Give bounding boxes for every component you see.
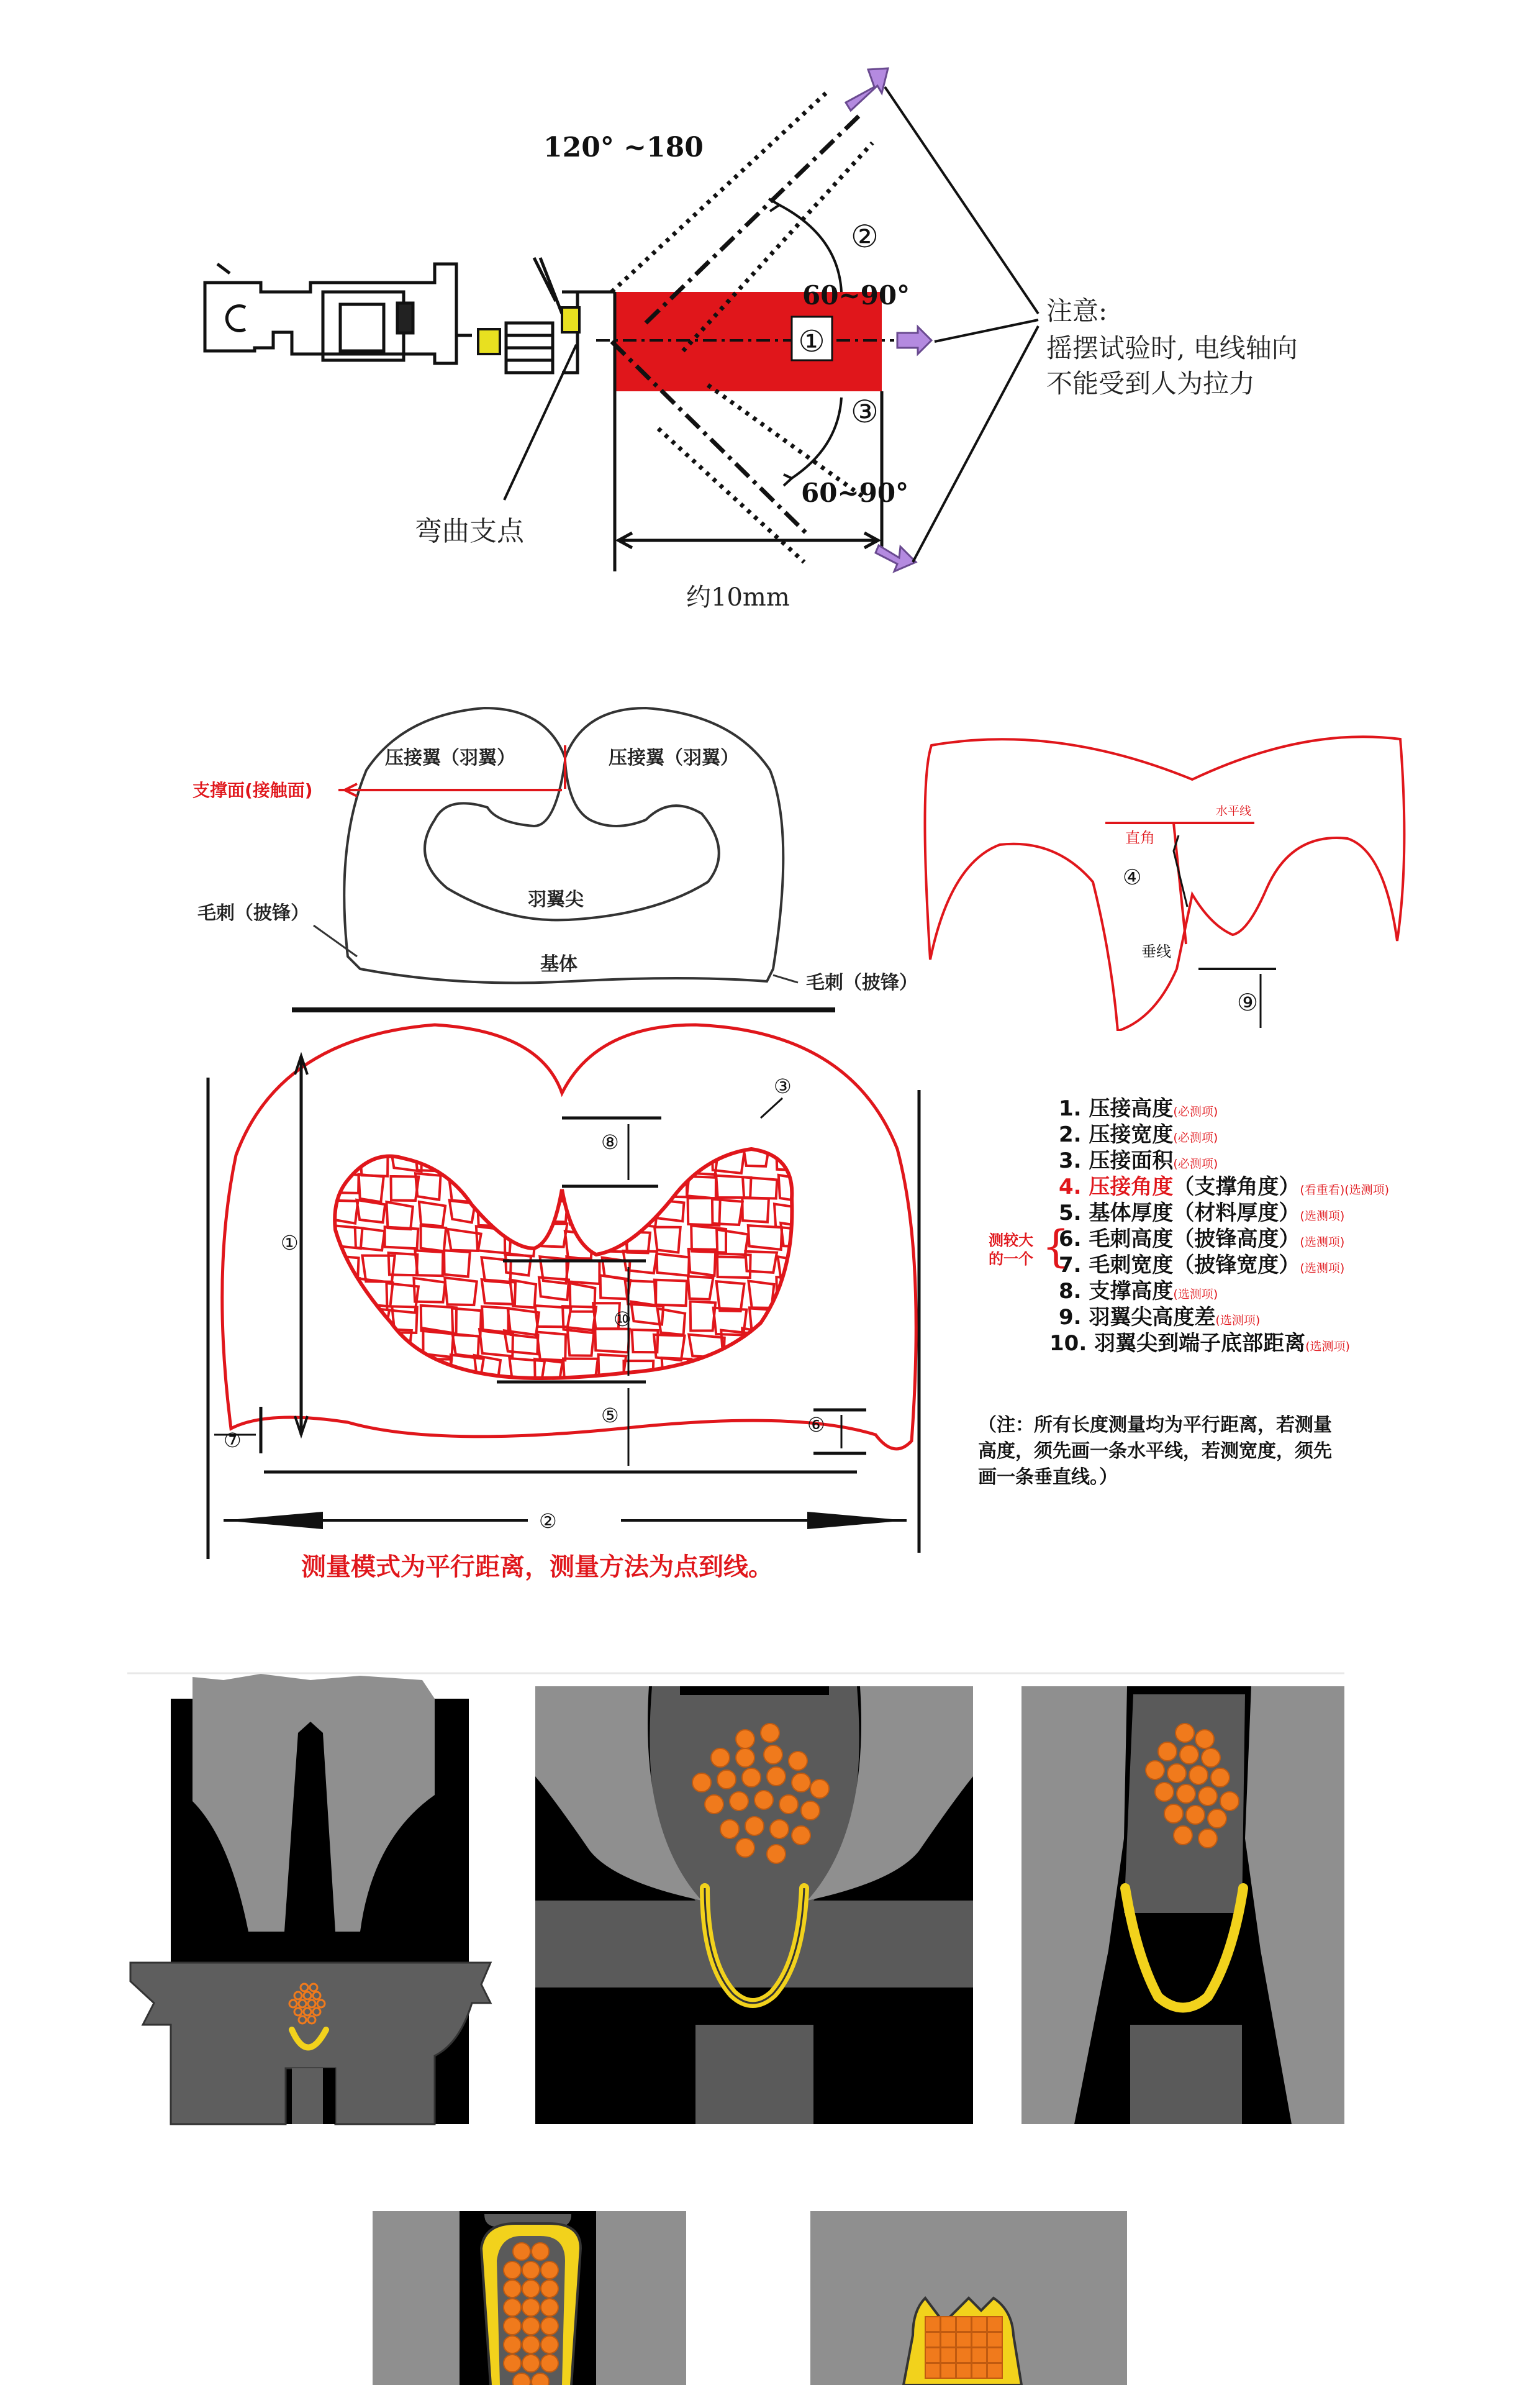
note-line-2: 不能受到人为拉力	[1046, 368, 1256, 399]
strand-cell	[772, 1306, 804, 1332]
angle-top-label: 120° ~180	[543, 132, 704, 163]
wire-strand-compacted	[941, 2348, 956, 2363]
wire-strand	[770, 1820, 789, 1838]
wire-strand	[736, 1748, 754, 1767]
wire-strand	[810, 1779, 829, 1798]
wire-strand-compacted	[972, 2363, 987, 2378]
wire-strand-compacted	[925, 2317, 940, 2332]
vertical-line	[1174, 823, 1186, 944]
strand-cell	[629, 1384, 661, 1407]
wire-strand	[513, 2243, 530, 2260]
wire-strand	[1202, 1748, 1220, 1767]
wire-strand	[532, 2243, 549, 2260]
wire-strand	[779, 1795, 798, 1814]
wire-strand	[1167, 1764, 1186, 1783]
strand-cell	[445, 1153, 475, 1176]
circle-2-label: ②	[851, 219, 879, 255]
mark-6: ⑥	[807, 1413, 825, 1437]
mark-4: ④	[1123, 865, 1142, 890]
wing-tip-label: 羽翼尖	[528, 889, 584, 911]
wire-strand	[736, 1838, 754, 1857]
strand-cell	[715, 1384, 746, 1412]
strand-cell	[512, 1386, 538, 1407]
stage-5-strands	[925, 2317, 1002, 2378]
wire-strand	[541, 2355, 558, 2372]
arc-lower-arrow	[784, 475, 792, 486]
wire-strand	[1155, 1783, 1174, 1801]
strand-cell	[721, 1355, 752, 1378]
wire-strand	[1198, 1787, 1217, 1806]
wire-strand	[504, 2317, 521, 2335]
wire-strand-compacted	[925, 2332, 940, 2347]
wire-strand	[504, 2355, 521, 2372]
wire-strand-compacted	[987, 2317, 1002, 2332]
stage-4-strands	[504, 2243, 558, 2385]
legend-item-4: 4. 压接角度（支撑角度）(看重看)(选测项)	[1059, 1174, 1390, 1199]
mark-10: ⑩	[614, 1307, 632, 1331]
arc-lower	[792, 398, 841, 478]
strand-cell	[329, 1309, 365, 1330]
wire-strand	[1195, 1730, 1214, 1748]
terminal-outline	[205, 258, 615, 373]
bracket-note-1: 测较大	[989, 1232, 1033, 1249]
stage-2	[535, 1686, 973, 2124]
strand-cell	[624, 1176, 651, 1204]
strand-cell	[567, 1152, 597, 1177]
strand-cell	[656, 1383, 691, 1413]
wire-strand	[742, 1768, 761, 1787]
strand-cell	[478, 1383, 504, 1407]
burr-right-label: 毛刺（披锋）	[806, 972, 918, 994]
wire-strand	[522, 2299, 540, 2316]
wire-strand-compacted	[987, 2332, 1002, 2347]
strand-cell	[478, 1179, 512, 1204]
horizontal-line-label: 水平线	[1216, 804, 1252, 818]
wire-strand	[792, 1773, 810, 1792]
legend-item-5: 5. 基体厚度（材料厚度）(选测项)	[1059, 1201, 1345, 1225]
crimp-cross-section-diagram	[0, 683, 1540, 1031]
stage-4	[373, 2211, 686, 2385]
wire-strand-compacted	[972, 2348, 987, 2363]
strand-cell	[328, 1327, 360, 1355]
circle-3-label: ③	[851, 394, 879, 430]
width-arrowhead-left	[224, 1512, 323, 1529]
legend-bracket: {	[1042, 1221, 1070, 1272]
wire-strand	[1211, 1768, 1230, 1787]
wire-strand-compacted	[972, 2317, 987, 2332]
mark-5: ⑤	[601, 1404, 619, 1427]
wire-strand-compacted	[941, 2363, 956, 2378]
wire-strand	[792, 1826, 810, 1845]
strand-cell	[331, 1353, 361, 1378]
legend-item-9: 9. 羽翼尖高度差(选测项)	[1059, 1305, 1261, 1330]
burr-right-leader	[773, 975, 798, 983]
wire-strand	[532, 2373, 549, 2385]
wire-strand	[1164, 1804, 1183, 1823]
strand-cell	[771, 1358, 805, 1381]
strand-cell	[779, 1333, 809, 1358]
legend-note-2: 高度，须先画一条水平线，若测宽度，须先	[978, 1440, 1332, 1462]
strand-cell	[451, 1386, 483, 1412]
strand-cell	[504, 1200, 532, 1230]
strand-cell	[776, 1381, 804, 1406]
crimp-yellow-2	[562, 307, 579, 332]
strand-cell	[743, 1356, 779, 1385]
wire-strand	[789, 1751, 807, 1770]
strand-cell	[687, 1383, 716, 1409]
wire-strand-compacted	[956, 2332, 971, 2347]
wire-strand	[705, 1795, 723, 1814]
legend-note-3: 画一条垂直线。）	[978, 1466, 1118, 1488]
stage-1	[130, 1674, 491, 2124]
wire-strand	[745, 1817, 764, 1835]
strand-cell	[328, 1276, 360, 1303]
wire-strand	[711, 1748, 730, 1767]
strand-cell	[359, 1307, 389, 1330]
strand-cell	[386, 1388, 419, 1412]
wire-strand	[541, 2336, 558, 2353]
wire-strand	[541, 2280, 558, 2297]
wire-strand	[541, 2317, 558, 2335]
wire-strand	[736, 1730, 754, 1748]
mark-8: ⑧	[601, 1130, 619, 1154]
wire-strand-compacted	[987, 2348, 1002, 2363]
legend-item-6: 6. 毛刺高度（披锋高度）(选测项)	[1059, 1227, 1345, 1252]
wire-strand-compacted	[956, 2348, 971, 2363]
wire-strand	[1189, 1766, 1208, 1784]
wire-strand	[1158, 1742, 1177, 1761]
wire-strand	[767, 1845, 786, 1863]
crimp-yellow-1	[478, 329, 500, 354]
arc-upper-arrow	[769, 199, 779, 211]
wire-strand	[513, 2373, 530, 2385]
measurement-caption: 测量模式为平行距离，测量方法为点到线。	[301, 1553, 773, 1581]
legend-note-1: （注：所有长度测量均为平行距离，若测量	[978, 1414, 1332, 1436]
strand-cell	[329, 1150, 355, 1173]
crimp-process-diagram	[0, 1665, 1540, 2385]
strand-cell	[355, 1332, 381, 1354]
wing-right-label: 压接翼（羽翼）	[609, 747, 739, 769]
strand-cell	[392, 1353, 425, 1378]
wire-strand	[801, 1801, 820, 1820]
legend-item-1: 1. 压接高度(必测项)	[1059, 1096, 1218, 1121]
strand-cell	[654, 1153, 679, 1177]
stage-3	[1021, 1686, 1344, 2124]
angle-detail-outline	[925, 737, 1404, 1031]
legend-item-2: 2. 压接宽度(必测项)	[1059, 1122, 1218, 1147]
wire-strand	[522, 2261, 540, 2279]
angle-upper-label: 60~90°	[802, 280, 910, 311]
wire-strand	[764, 1745, 782, 1764]
wire-strand	[522, 2336, 540, 2353]
strand-cell	[751, 1386, 784, 1409]
wire-strand	[767, 1767, 786, 1786]
strand-cell	[477, 1148, 502, 1177]
wire-strand	[730, 1792, 748, 1810]
wire-strand	[541, 2261, 558, 2279]
bracket-note-2: 的一个	[989, 1250, 1033, 1268]
wire-strand	[1186, 1806, 1205, 1824]
note-line-1: 摇摆试验时, 电线轴向	[1046, 333, 1298, 363]
wire-strand	[1220, 1792, 1239, 1810]
support-face-label: 支撑面(接触面)	[192, 780, 313, 801]
wire-strand	[504, 2261, 521, 2279]
wire-strand	[717, 1770, 736, 1789]
distance-label: 约10mm	[686, 583, 790, 612]
wire-strand	[504, 2280, 521, 2297]
area-leader	[761, 1098, 782, 1118]
wire-strand	[720, 1820, 739, 1838]
swing-test-diagram	[0, 0, 1540, 646]
legend-item-7: 7. 毛刺宽度（披锋宽度）(选测项)	[1059, 1253, 1345, 1278]
strand-cell	[563, 1174, 593, 1204]
wire-strand	[1198, 1829, 1217, 1848]
strand-cell	[334, 1387, 359, 1415]
angle-lower-label: 60~90°	[801, 478, 909, 508]
burr-left-label: 毛刺（披锋）	[197, 902, 309, 924]
strand-cell	[628, 1145, 656, 1169]
strand-cell	[599, 1197, 625, 1221]
strand-cell	[359, 1354, 389, 1382]
burr-left-leader	[314, 925, 357, 956]
pivot-label: 弯曲支点	[415, 516, 524, 547]
wire-strand	[504, 2336, 521, 2353]
mark-2: ②	[539, 1509, 557, 1533]
base-label: 基体	[540, 953, 578, 975]
strand-cell	[355, 1381, 389, 1402]
mark-7: ⑦	[224, 1429, 242, 1452]
wire-strand-compacted	[925, 2348, 940, 2363]
wire-strand-compacted	[956, 2363, 971, 2378]
mark-1: ①	[281, 1231, 299, 1255]
strand-cell	[563, 1380, 592, 1406]
wire-strand	[522, 2355, 540, 2372]
strand-cell	[595, 1152, 629, 1181]
arc-upper	[779, 205, 841, 292]
wire-strand-compacted	[941, 2332, 956, 2347]
strand-cell	[568, 1202, 599, 1224]
wire-strand	[1177, 1784, 1195, 1803]
circle-1-label: ①	[798, 324, 825, 359]
wire-strand	[692, 1773, 711, 1792]
strand-cell	[539, 1174, 573, 1202]
legend-item-3: 3. 压接面积(必测项)	[1059, 1148, 1218, 1173]
wire-strand	[541, 2299, 558, 2316]
strand-cell	[419, 1382, 444, 1409]
strand-cell	[509, 1148, 543, 1175]
strand-cell	[533, 1148, 566, 1175]
wire-strand-compacted	[941, 2317, 956, 2332]
legend-item-10: 10. 羽翼尖到端子底部距离(选测项)	[1049, 1331, 1350, 1356]
wire-strand-compacted	[956, 2317, 971, 2332]
width-arrowhead-right	[807, 1512, 907, 1529]
wire-strand	[1175, 1724, 1194, 1742]
wire-strand-compacted	[972, 2332, 987, 2347]
wire-strand	[522, 2317, 540, 2335]
strand-cell	[509, 1179, 540, 1208]
note-title: 注意:	[1046, 296, 1108, 326]
wire-strand-compacted	[925, 2363, 940, 2378]
vertical-line-label: 垂线	[1141, 943, 1171, 960]
right-angle-label: 直角	[1125, 829, 1155, 847]
wing-left-label: 压接翼（羽翼）	[385, 747, 515, 769]
wire-strand	[1174, 1826, 1192, 1845]
mark-3: ③	[774, 1074, 792, 1098]
stage-5	[810, 2211, 1127, 2385]
wire-strand	[1180, 1745, 1198, 1764]
wire-strand	[1208, 1809, 1226, 1828]
mark-9: ⑨	[1237, 989, 1259, 1016]
wire-strand	[761, 1724, 779, 1742]
wire-strand	[1146, 1761, 1164, 1779]
wire-strand	[522, 2280, 540, 2297]
legend-item-8: 8. 支撑高度(选测项)	[1059, 1279, 1218, 1304]
wire-strand	[504, 2299, 521, 2316]
wire-strand	[754, 1791, 773, 1809]
wire-strand-compacted	[987, 2363, 1002, 2378]
measurement-diagram	[0, 1012, 994, 1602]
